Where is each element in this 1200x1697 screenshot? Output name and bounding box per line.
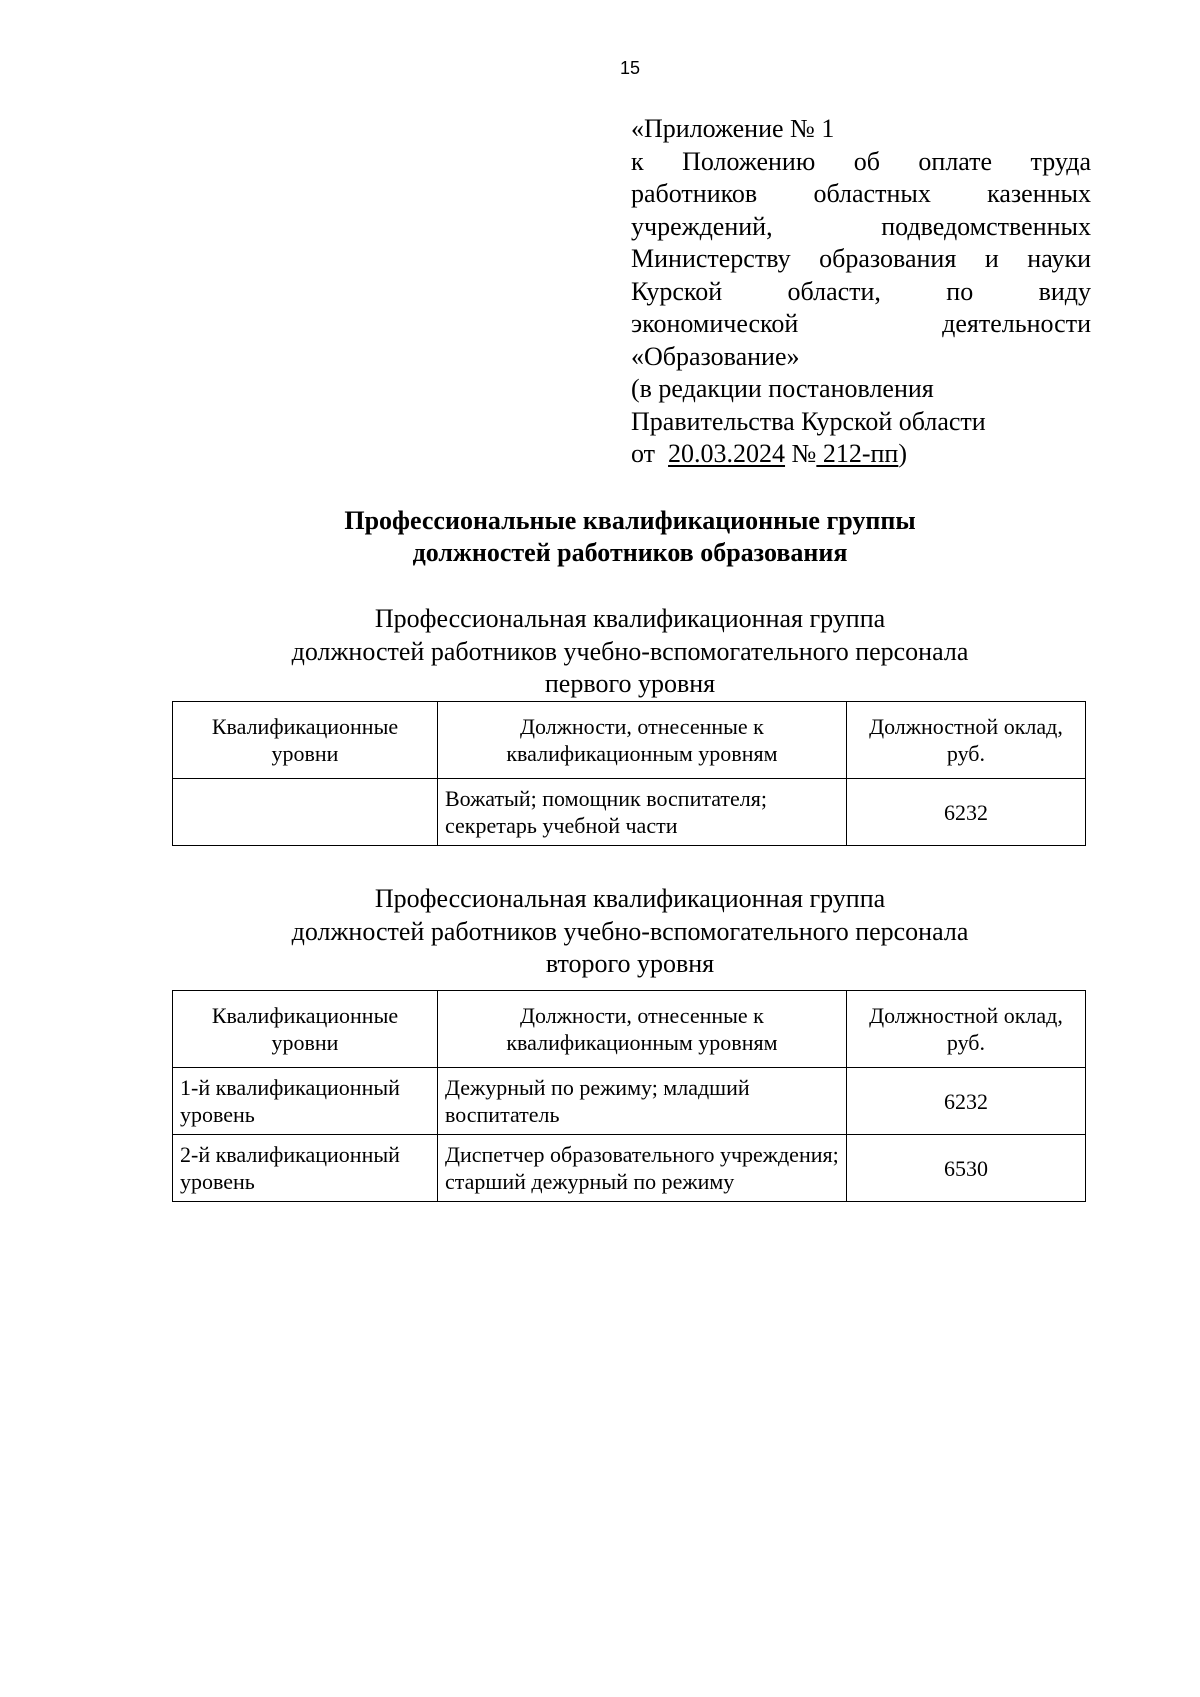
header-salary: Должностной оклад, руб. <box>846 991 1085 1068</box>
appendix-line: к Положению об оплате труда <box>631 146 1091 176</box>
page-number: 15 <box>619 58 641 78</box>
cell-positions: Вожатый; помощник воспитателя; секретарь учебной части <box>437 779 846 846</box>
number-sign: № <box>791 439 817 468</box>
cell-level: 1-й квалификационный уровень <box>173 1068 438 1135</box>
group1-table <box>172 701 1086 846</box>
header-levels: Квалификационные уровни <box>173 991 438 1068</box>
appendix-line: Министерству образования и науки <box>631 244 1091 273</box>
appendix-line: «Образование» <box>631 341 800 371</box>
resolution-number: 212-пп <box>816 439 899 468</box>
header-positions: Должности, отнесенные к квалификационным уровням <box>437 702 846 779</box>
from-label: от <box>631 439 656 468</box>
appendix-line: экономической деятельности <box>631 309 1091 338</box>
group1-title-line: Профессиональная квалификационная группа <box>374 604 886 633</box>
appendix-line: Правительства Курской области <box>631 406 986 436</box>
table-row <box>173 779 1086 846</box>
cell-level <box>173 779 438 846</box>
appendix-line: (в редакции постановления <box>631 374 934 403</box>
closing-paren: ) <box>898 439 908 468</box>
document-title-line: должностей работников образования <box>412 538 848 567</box>
table-header-row <box>173 702 1086 779</box>
header-salary: Должностной оклад, руб. <box>846 702 1085 779</box>
appendix-line: работников областных казенных <box>631 179 1091 208</box>
group2-table <box>172 990 1086 1202</box>
document-title-line: Профессиональные квалификационные группы <box>344 506 916 535</box>
header-levels: Квалификационные уровни <box>173 702 438 779</box>
cell-positions: Диспетчер образовательного учреждения; старший дежурный по режиму <box>437 1135 846 1202</box>
group2-title-line: второго уровня <box>545 949 715 978</box>
appendix-line: учреждений, подведомственных <box>631 211 1091 241</box>
appendix-header <box>631 113 1091 471</box>
group2-title-line: Профессиональная квалификационная группа <box>374 884 886 913</box>
cell-salary: 6232 <box>846 1068 1085 1135</box>
appendix-line: «Приложение № 1 <box>631 114 835 143</box>
appendix-resolution-line <box>631 438 1091 471</box>
group1-title-line: должностей работников учебно-вспомогательного персонала <box>291 636 969 666</box>
cell-level: 2-й квалификационный уровень <box>173 1135 438 1202</box>
group1-title-line: первого уровня <box>544 669 716 698</box>
appendix-line: Курской области, по виду <box>631 276 1091 306</box>
group1-title <box>0 603 1200 701</box>
group2-title <box>0 883 1200 981</box>
table-header-row <box>173 991 1086 1068</box>
table-row <box>173 1135 1086 1202</box>
cell-salary: 6530 <box>846 1135 1085 1202</box>
resolution-date: 20.03.2024 <box>668 439 786 468</box>
cell-salary: 6232 <box>846 779 1085 846</box>
group2-title-line: должностей работников учебно-вспомогательного персонала <box>291 916 969 946</box>
header-positions: Должности, отнесенные к квалификационным уровням <box>437 991 846 1068</box>
cell-positions: Дежурный по режиму; младший воспитатель <box>437 1068 846 1135</box>
table-row <box>173 1068 1086 1135</box>
document-title <box>0 505 1200 569</box>
